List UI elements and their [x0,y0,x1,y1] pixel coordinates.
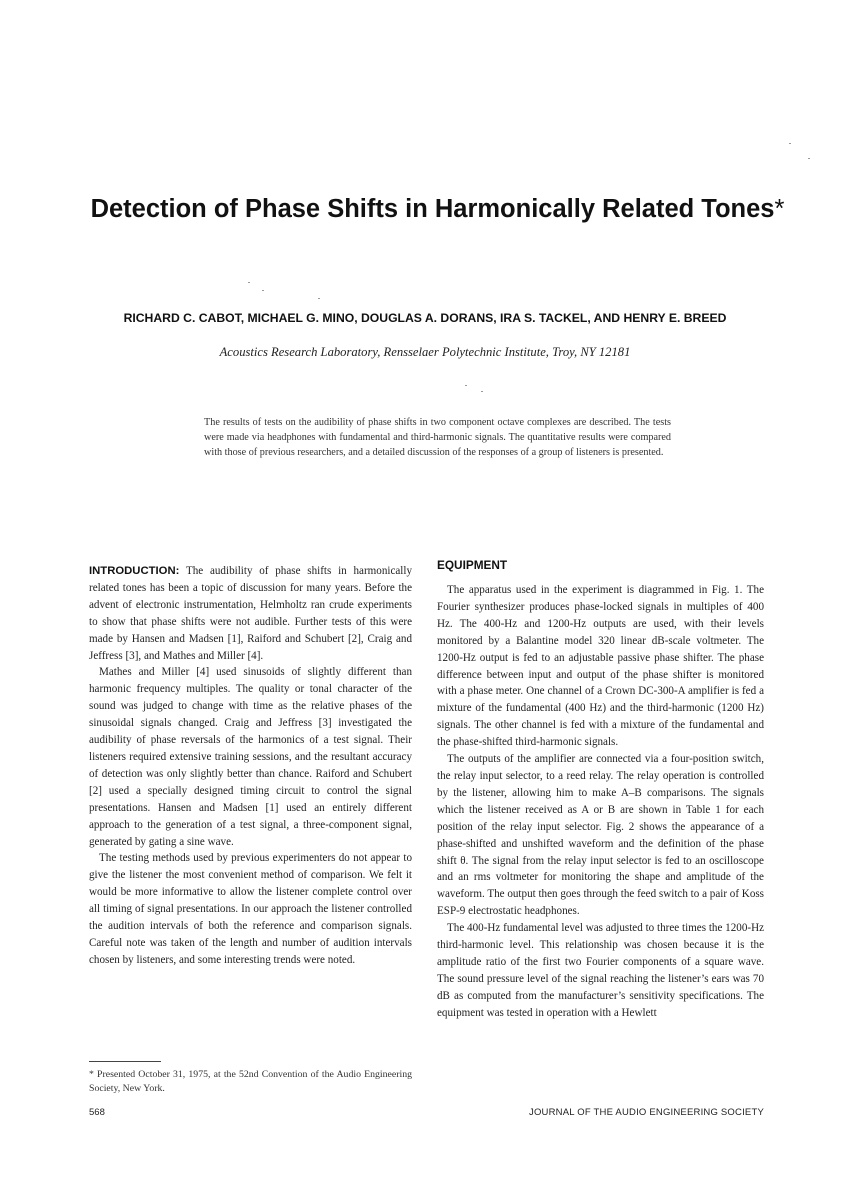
journal-name: JOURNAL OF THE AUDIO ENGINEERING SOCIETY [529,1107,764,1118]
scan-speck [262,290,264,291]
intro-paragraph-1-text: The audibility of phase shifts in harmonically related tones has been a topic of discussion for many years. Before the advent of electronic instrumentation, Helmholtz ran crude experiments to show that phase shifts were not audible. Further tests of this were made by Hansen and Madsen [1], Raiford and Schubert [2], Craig and Jeffress [3], and Mathes and Miller [4]. [89,565,413,662]
page-number: 568 [89,1107,105,1118]
author-list: RICHARD C. CABOT, MICHAEL G. MINO, DOUGLAS A. DORANS, IRA S. TACKEL, AND HENRY E. BREED [123,311,727,325]
intro-heading: INTRODUCTION: [89,565,180,577]
scan-speck [808,158,810,159]
scan-speck [789,143,791,144]
equipment-paragraph-3: The 400-Hz fundamental level was adjusted to three times the 1200-Hz third-harmonic level. This relationship was chosen because it is the amplitude ratio of the first two Fourier components of a square wave. The sound pressure level of the signal reaching the listener’s ears was 70 dB as computed from the manufacturer’s sensitivity specifications. The equipment was tested in operation with a Hewlett [437,922,764,1019]
equipment-paragraph-2: The outputs of the amplifier are connected via a four-position switch, the relay input selector, to a reed relay. The relay operation is controlled by the listener, allowing him to make A–B comparisons. The signals which the listener received as A or B are shown in Table 1 for each position of the relay input selector. Fig. 2 shows the appearance of a phase-shifted and unshifted waveform and the definition of the phase shift θ. The signal from the relay input selector is fed to an oscilloscope and an rms voltmeter for monitoring the shape and amplitude of the waveform. The output then goes through the feed switch to a pair of Koss ESP-9 electrostatic headphones. [437,753,764,918]
scan-speck [465,385,467,386]
scan-speck [248,282,250,283]
abstract: The results of tests on the audibility of phase shifts in two component octave complexes are described. The tests were made via headphones with fundamental and third-harmonic signals. The quantitative results were compared with those of previous researchers, and a detailed discussion of the responses of a group of listeners is presented. [204,417,671,459]
title-footnote-mark: * [774,195,785,223]
left-column [89,563,412,969]
intro-paragraph-2: Mathes and Miller [4] used sinusoids of slightly different than harmonic frequency multiples. The quality or tonal character of the sound was judged to change with time as the relative phases of the sinusoidal signals changed. Craig and Jeffress [3] investigated the audibility of phase reversals of the harmonics of a test signal. Their listeners required extensive training sessions, and the resultant accuracy of detection was only slightly better than chance. Raiford and Schubert [2] used a specially designed timing circuit to control the signal presentations. Hansen and Madsen [1] used an entirely different approach to the generation of a test signal, a three-component signal, generated by gating a sine wave. [89,666,412,848]
footnote-rule [89,1061,161,1062]
equipment-heading: EQUIPMENT [437,558,508,572]
title-text: Detection of Phase Shifts in Harmonically Related Tones [90,195,775,223]
right-column [437,582,764,1022]
scan-speck [481,391,483,392]
intro-paragraph-3: The testing methods used by previous experimenters do not appear to give the listener the most convenient method of comparison. We felt it would be more informative to allow the listener complete control over all timing of signal presentations. In our approach the listener controlled the audition intervals of both the reference and comparison signals. Careful note was taken of the length and number of audition intervals chosen by listeners, and some interesting trends were noted. [89,852,412,966]
affiliation: Acoustics Research Laboratory, Rensselaer Polytechnic Institute, Troy, NY 12181 [219,345,631,359]
footnote: * Presented October 31, 1975, at the 52nd Convention of the Audio Engineering Society, New York. [89,1069,412,1094]
paper-title [60,193,815,226]
scan-speck [318,298,320,299]
intro-paragraph-1 [89,563,412,664]
equipment-paragraph-1: The apparatus used in the experiment is diagrammed in Fig. 1. The Fourier synthesizer produces phase-locked signals in multiples of 400 Hz. The 400-Hz and 1200-Hz outputs are used, with their levels monitored by a Balantine model 320 linear dB-scale voltmeter. The 1200-Hz output is fed to an adjustable passive phase shifter. The phase difference between input and output of the phase shifter is monitored with a phase meter. One channel of a Crown DC-300-A amplifier is fed a mixture of the fundamental (400 Hz) and the third-harmonic (1200 Hz) signals. The other channel is fed with a mixture of the fundamental and the phase-shifted third-harmonic signals. [437,584,764,749]
